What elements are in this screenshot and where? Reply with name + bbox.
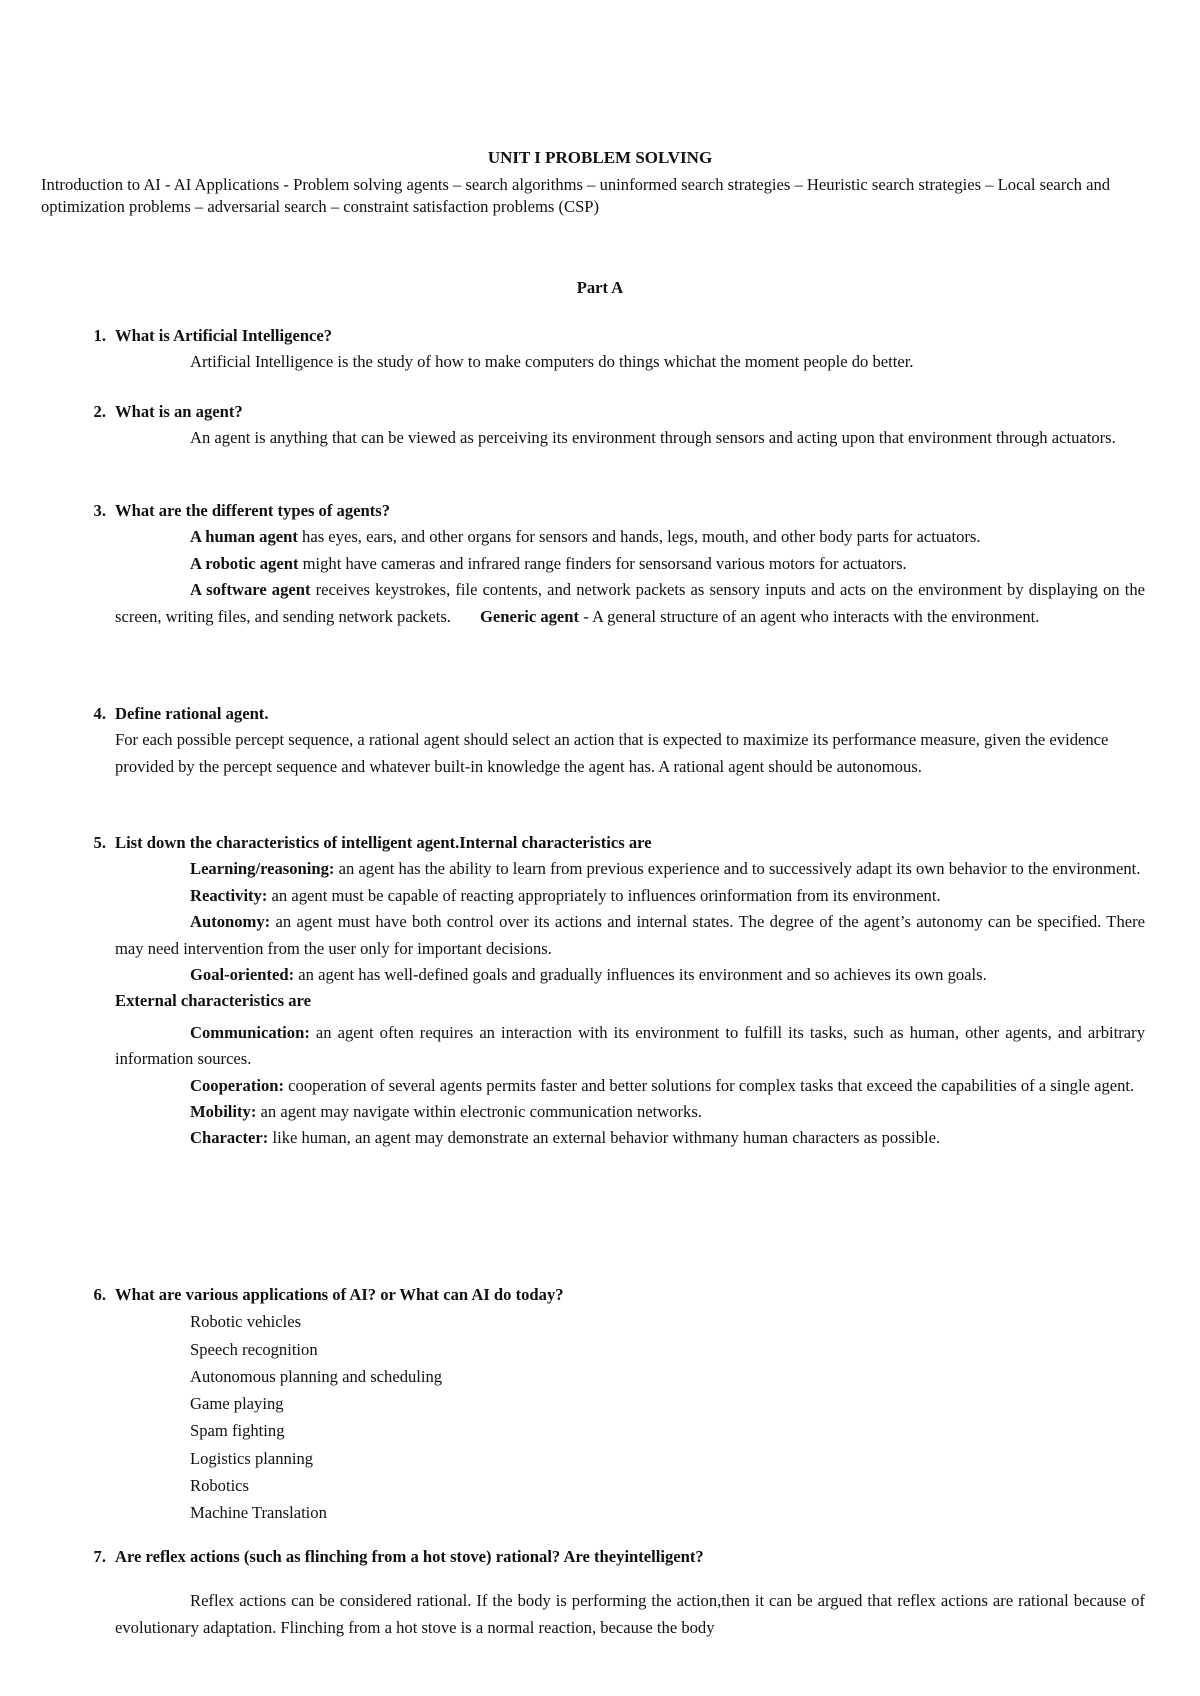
question-7 bbox=[93, 1544, 1145, 1641]
question-text: Define rational agent. bbox=[115, 704, 269, 723]
question-number: 7. bbox=[93, 1547, 106, 1566]
question-number: 6. bbox=[93, 1285, 106, 1304]
answer-text: An agent is anything that can be viewed as perceiving its environment through sensors and acting upon that environment through actuators. bbox=[190, 428, 1116, 448]
question-2 bbox=[93, 399, 1145, 452]
question-4 bbox=[93, 701, 1145, 780]
mobility-paragraph: Mobility: an agent may navigate within electronic communication networks. bbox=[190, 1102, 702, 1122]
external-heading: External characteristics are bbox=[115, 991, 311, 1011]
list-item: Speech recognition bbox=[190, 1339, 318, 1359]
goal-paragraph: Goal-oriented: an agent has well-defined goals and gradually influences its environment and so achieves its own goals. bbox=[190, 965, 987, 985]
term: Generic agent bbox=[479, 606, 580, 626]
part-heading: Part A bbox=[576, 278, 624, 297]
list-item: Game playing bbox=[190, 1394, 284, 1414]
question-number: 2. bbox=[93, 402, 106, 421]
question-text: Are reflex actions (such as flinching from a hot stove) rational? Are theyintelligent? bbox=[115, 1547, 704, 1566]
question-text: What is Artificial Intelligence? bbox=[115, 326, 333, 345]
question-number: 5. bbox=[93, 833, 106, 852]
communication-paragraph: Communication: an agent often requires an interaction with its environment to fulfill its tasks, such as human, other agents, and arbitrary information sources. bbox=[115, 1022, 1145, 1069]
question-text: What is an agent? bbox=[115, 402, 243, 421]
question-number: 1. bbox=[93, 326, 106, 345]
learning-paragraph: Learning/reasoning: an agent has the ability to learn from previous experience and to successively adapt its own behavior to the environment. bbox=[190, 859, 1141, 879]
list-item: Logistics planning bbox=[190, 1448, 314, 1468]
answer-text: For each possible percept sequence, a rational agent should select an action that is expected to maximize its performance measure, given the evidence provided by the percept sequence and whatever built-in knowledge the agent has. A rational agent should be autonomous. bbox=[115, 730, 1109, 776]
list-item: Machine Translation bbox=[190, 1503, 327, 1523]
answer-text: Reflex actions can be considered rational. If the body is performing the action,then it can be argued that reflex actions are rational because of evolutionary adaptation. Flinching from a hot stove is a normal reaction, because the body bbox=[115, 1591, 1145, 1637]
question-text: What are the different types of agents? bbox=[115, 501, 390, 520]
question-number: 4. bbox=[93, 704, 106, 723]
autonomy-paragraph: Autonomy: an agent must have both control over its actions and internal states. The degree of the agent’s autonomy can be specified. There may need intervention from the user only for important decisions. bbox=[115, 912, 1145, 958]
question-number: 3. bbox=[93, 501, 106, 520]
robotic-agent-paragraph: A robotic agent might have cameras and infrared range finders for sensorsand various motors for actuators. bbox=[190, 553, 907, 573]
question-text: List down the characteristics of intelligent agent.Internal characteristics are bbox=[115, 833, 652, 852]
list-item: Robotic vehicles bbox=[190, 1312, 302, 1332]
question-6 bbox=[93, 1281, 1145, 1527]
term: A robotic agent bbox=[190, 553, 299, 573]
question-1 bbox=[93, 323, 1145, 376]
applications-list bbox=[115, 1308, 1145, 1526]
software-agent-paragraph: A software agent receives keystrokes, file contents, and network packets as sensory inputs and acts on the environment by displaying on the screen, writing files, and sending network packets. Generic agent - A general structure of an agent who interacts with the environment. bbox=[115, 580, 1145, 626]
unit-title: UNIT I PROBLEM SOLVING bbox=[487, 148, 713, 167]
question-5 bbox=[93, 830, 1145, 1152]
unit-syllabus: Introduction to AI - AI Applications - Problem solving agents – search algorithms – uninformed search strategies – Heuristic search strategies – Local search and optimization problems – adversarial search – constraint satisfaction problems (CSP) bbox=[41, 175, 1111, 216]
list-item: Autonomous planning and scheduling bbox=[190, 1366, 443, 1386]
human-agent-paragraph: A human agent has eyes, ears, and other organs for sensors and hands, legs, mouth, and other body parts for actuators. bbox=[190, 527, 981, 547]
answer-text: Artificial Intelligence is the study of how to make computers do things whichat the moment people do better. bbox=[190, 352, 914, 372]
cooperation-paragraph: Cooperation: cooperation of several agents permits faster and better solutions for complex tasks that exceed the capabilities of a single agent. bbox=[190, 1075, 1135, 1095]
list-item: Robotics bbox=[190, 1476, 250, 1496]
character-paragraph: Character: like human, an agent may demonstrate an external behavior withmany human characters as possible. bbox=[190, 1128, 941, 1148]
question-3 bbox=[93, 498, 1145, 630]
term: A human agent bbox=[190, 527, 298, 547]
question-text: What are various applications of AI? or What can AI do today? bbox=[115, 1285, 564, 1304]
reactivity-paragraph: Reactivity: an agent must be capable of reacting appropriately to influences orinformation from its environment. bbox=[190, 885, 941, 905]
list-item: Spam fighting bbox=[190, 1421, 285, 1441]
term: A software agent bbox=[190, 580, 311, 600]
